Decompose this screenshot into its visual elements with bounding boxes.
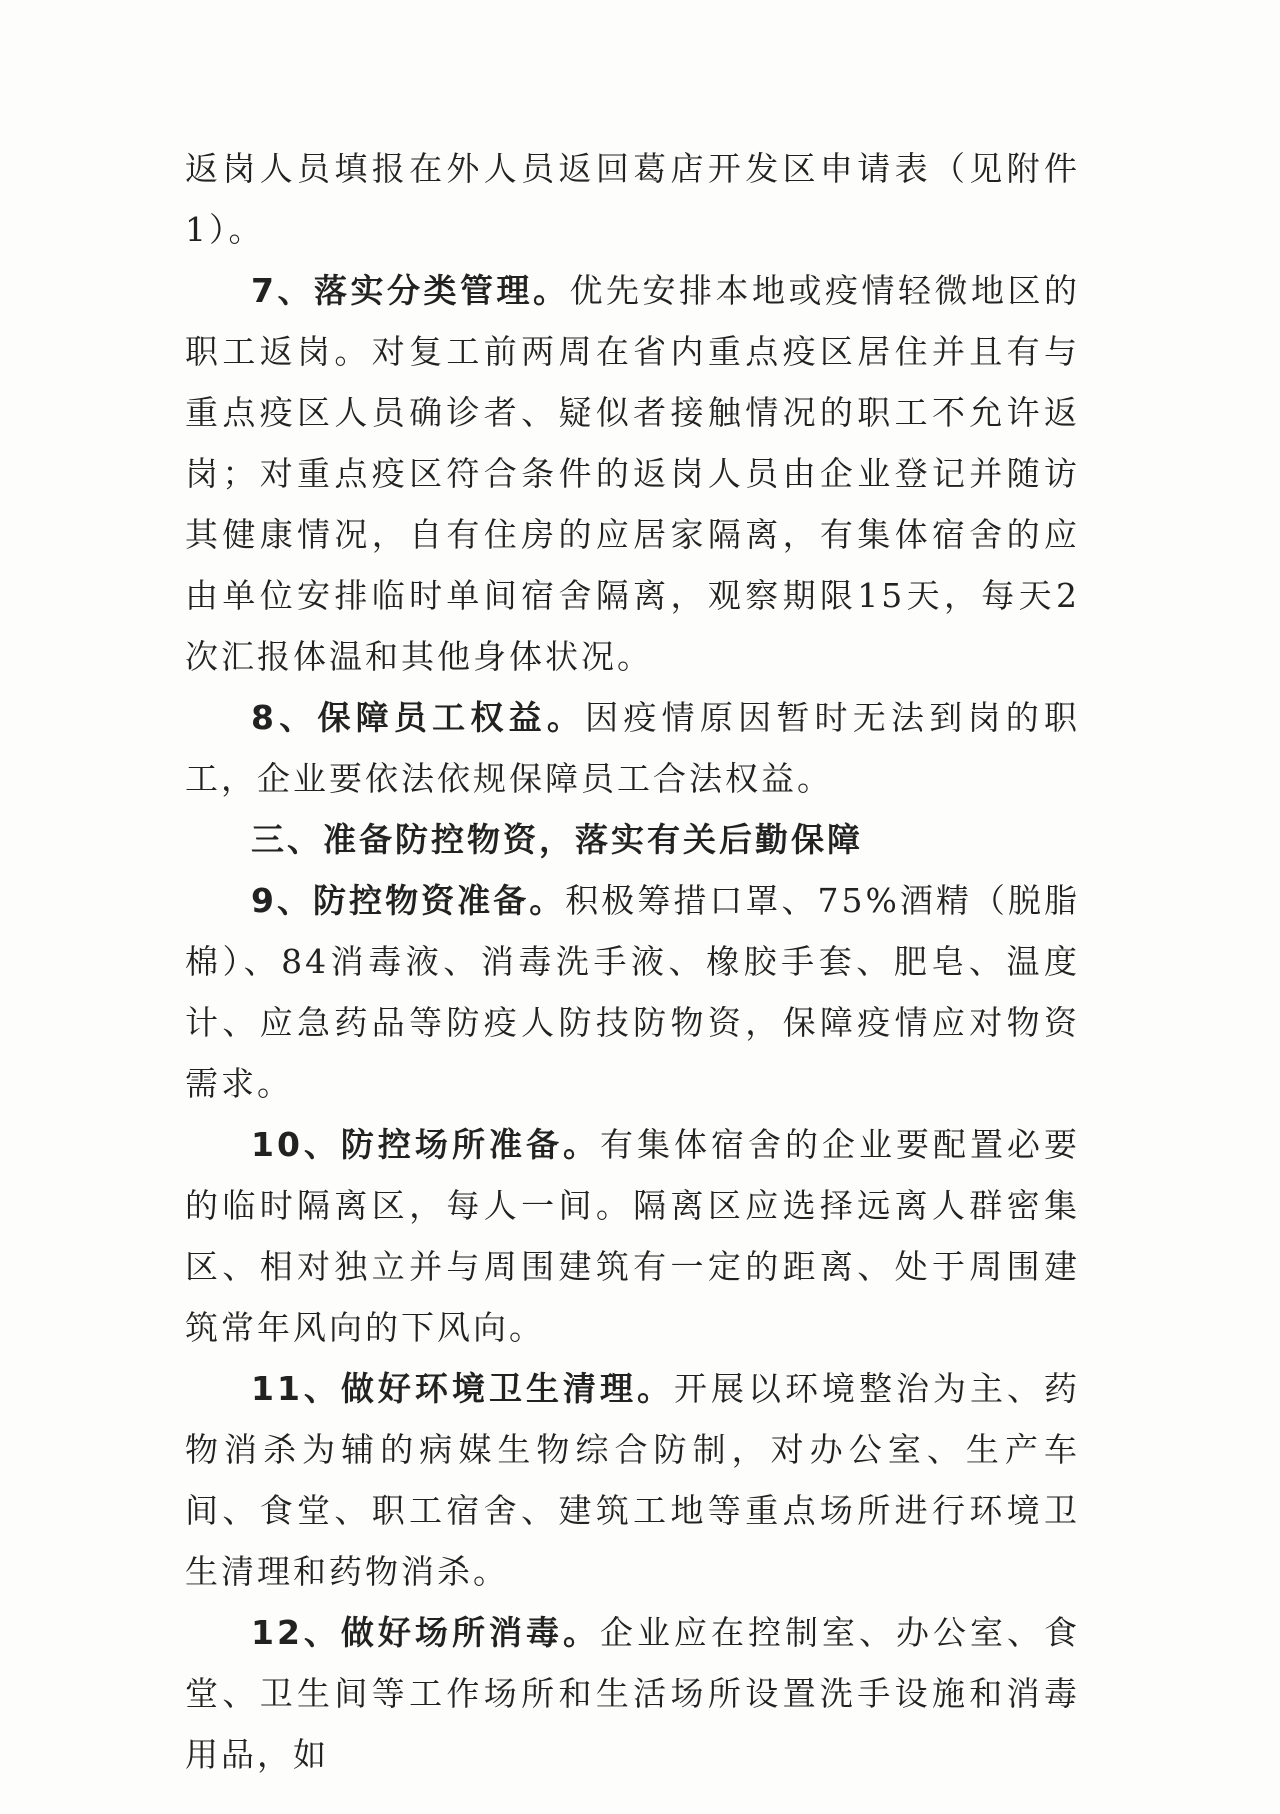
- paragraph-text: 开展以环境整治为主、药物消杀为辅的病媒生物综合防制，对办公室、生产车间、食堂、职工宿舍、建筑工地等重点场所进行环境卫生清理和药物消杀。: [185, 1369, 1080, 1591]
- paragraph-item-7: [185, 260, 1080, 687]
- paragraph-continuation: [185, 138, 1080, 260]
- paragraph-item-9: [185, 870, 1080, 1114]
- paragraph-lead: 12、做好场所消毒。: [251, 1613, 600, 1652]
- paragraph-text: 返岗人员填报在外人员返回葛店开发区申请表（见附件1）。: [185, 149, 1080, 249]
- paragraph-lead: 7、落实分类管理。: [251, 271, 570, 310]
- paragraph-text: 优先安排本地或疫情轻微地区的职工返岗。对复工前两周在省内重点疫区居住并且有与重点疫区人员确诊者、疑似者接触情况的职工不允许返岗；对重点疫区符合条件的返岗人员由企业登记并随访其健康情况，自有住房的应居家隔离，有集体宿舍的应由单位安排临时单间宿舍隔离，观察期限15天，每天2次汇报体温和其他身体状况。: [185, 271, 1081, 676]
- paragraph-item-10: [185, 1114, 1080, 1358]
- section-heading-text: 三、准备防控物资，落实有关后勤保障: [251, 820, 863, 859]
- section-heading: [185, 809, 1080, 870]
- paragraph-text: 有集体宿舍的企业要配置必要的临时隔离区，每人一间。隔离区应选择远离人群密集区、相对独立并与周围建筑有一定的距离、处于周围建筑常年风向的下风向。: [185, 1125, 1080, 1347]
- paragraph-text: 积极筹措口罩、75%酒精（脱脂棉）、84消毒液、消毒洗手液、橡胶手套、肥皂、温度计、应急药品等防疫人防技防物资，保障疫情应对物资需求。: [185, 881, 1080, 1103]
- paragraph-lead: 9、防控物资准备。: [251, 881, 566, 920]
- paragraph-lead: 8、保障员工权益。: [251, 698, 586, 737]
- paragraph-lead: 10、防控场所准备。: [251, 1125, 600, 1164]
- document-body: [185, 138, 1080, 1785]
- paragraph-text: 企业应在控制室、办公室、食堂、卫生间等工作场所和生活场所设置洗手设施和消毒用品，如: [185, 1613, 1080, 1774]
- paragraph-item-11: [185, 1358, 1080, 1602]
- paragraph-text: 因疫情原因暂时无法到岗的职工，企业要依法依规保障员工合法权益。: [185, 698, 1081, 798]
- paragraph-item-12: [185, 1602, 1080, 1785]
- paragraph-lead: 11、做好环境卫生清理。: [251, 1369, 674, 1408]
- paragraph-item-8: [185, 687, 1080, 809]
